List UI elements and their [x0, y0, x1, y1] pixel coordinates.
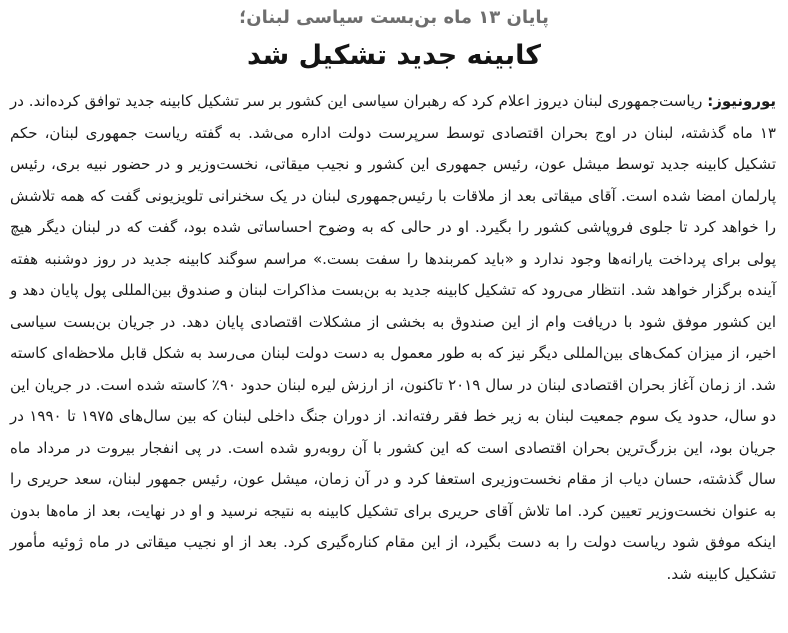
- article-body-text: ریاست‌جمهوری لبنان دیروز اعلام کرد که رهبران سیاسی این کشور بر سر تشکیل کابینه جدید توافق کرده‌اند. در ۱۳ ماه گذشته، لبنان در اوج بحران اقتصادی توسط سرپرست دولت اداره می‌شد. به گفته ریاست جمهوری لبنان، حکم تشکیل کابینه جدید توسط میشل عون، رئیس جمهوری این کشور و نجیب میقاتی، نخست‌وزیر و در حضور نبیه بری، رئیس پارلمان امضا شده است. آقای میقاتی بعد از ملاقات با رئیس‌جمهوری لبنان در یک سخنرانی تلویزیونی گفت که همه تلاشش را خواهد کرد تا جلوی فروپاشی کشور را بگیرد. او در حالی که به وضوح احساساتی شده بود، گفت که در لبنان دیگر هیچ پولی برای پرداخت یارانه‌ها وجود ندارد و «باید کمربندها را سفت بست.» مراسم سوگند کابینه جدید در روز دوشنبه هفته آینده برگزار خواهد شد. انتظار می‌رود که تشکیل کابینه جدید به بن‌بست مذاکرات لبنان و صندوق بین‌المللی پول پایان دهد و این کشور موفق شود با دریافت وام از این صندوق به بخشی از مشکلات اقتصادی پایان دهد. در جریان بن‌بست سیاسی اخیر، از میزان کمک‌های بین‌المللی دیگر نیز که به طور معمول به دست دولت لبنان می‌رسد به شکل قابل ملاحظه‌ای کاسته شد. از زمان آغاز بحران اقتصادی لبنان در سال ۲۰۱۹ تاکنون، از ارزش لیره لبنان حدود ۹۰٪ کاسته شده است. در جریان این دو سال، حدود یک سوم جمعیت لبنان به زیر خط فقر رفته‌اند. از دوران جنگ داخلی لبنان که بین سال‌های ۱۹۷۵ تا ۱۹۹۰ در جریان بود، این بزرگ‌ترین بحران اقتصادی است که این کشور با آن روبه‌رو شده است. در پی انفجار بیروت در مرداد ماه سال گذشته، حسان دیاب از مقام نخست‌وزیری استعفا کرد و در آن زمان، میشل عون، رئیس جمهور لبنان، سعد حریری را به عنوان نخست‌وزیر تعیین کرد. اما تلاش آقای حریری برای تشکیل کابینه به نتیجه نرسید و او در نهایت، بعد از ماه‌ها بدون اینکه موفق شود ریاست دولت را به دست بگیرد، از این مقام کناره‌گیری کرد. بعد از او نجیب میقاتی در ماه ژوئیه مأمور تشکیل کابینه شد.: [10, 92, 776, 583]
- news-article: [8, 4, 780, 629]
- article-body: [8, 86, 780, 590]
- source-label: یورونیوز:: [707, 92, 776, 110]
- article-kicker: پایان ۱۳ ماه بن‌بست سیاسی لبنان؛: [239, 7, 549, 28]
- article-headline: کابینه جدید تشکیل شد: [247, 40, 541, 71]
